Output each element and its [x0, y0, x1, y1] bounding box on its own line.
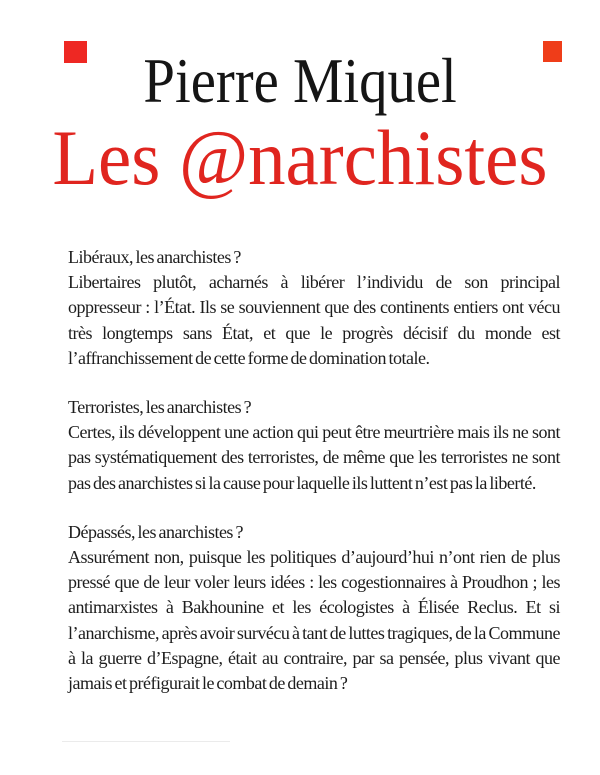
paragraph-question: Libéraux, les anarchistes ? — [68, 247, 241, 267]
book-title-text: Les @narchistes — [52, 114, 548, 201]
paragraph-body: Libertaires plutôt, acharnés à libérer l’individu de son principal oppresseur : l’État. Ils se souviennent que des continents entiers ont vécu très longtemps sans État, et que le progrès décisif du monde est l’affranchissement de cette forme de domination totale. — [68, 272, 560, 368]
book-title — [0, 114, 600, 201]
paragraph-body: Certes, ils développent une action qui peut être meurtrière mais ils ne sont pas systématiquement des terroristes, de même que les terroristes ne sont pas des anarchistes si la cause pour laquelle ils luttent n’est pas la liberté. — [68, 422, 560, 493]
paragraph-body: Assurément non, puisque les politiques d’aujourd’hui n’ont rien de plus pressé que de leur voler leurs idées : les cogestionnaires à Proudhon ; les antimarxistes à Bakhounine et les écologistes à Élisée Reclus. Et si l’anarchisme, après avoir survécu à tant de luttes tragiques, de la Commune à la guerre d’Espagne, était au contraire, par sa pensée, plus vivant que jamais et préfigurait le combat de demain ? — [68, 547, 560, 694]
paragraph-question: Dépassés, les anarchistes ? — [68, 521, 243, 542]
paragraph-terroristes — [68, 395, 560, 496]
paragraph-question: Terroristes, les anarchistes ? — [68, 397, 252, 418]
back-cover-text — [68, 245, 560, 720]
scan-artifact-line — [62, 741, 230, 742]
paragraph-liberaux — [68, 245, 560, 371]
paragraph-depasses — [68, 520, 560, 696]
author-name — [0, 46, 600, 116]
author-name-text: Pierre Miquel — [143, 46, 457, 116]
